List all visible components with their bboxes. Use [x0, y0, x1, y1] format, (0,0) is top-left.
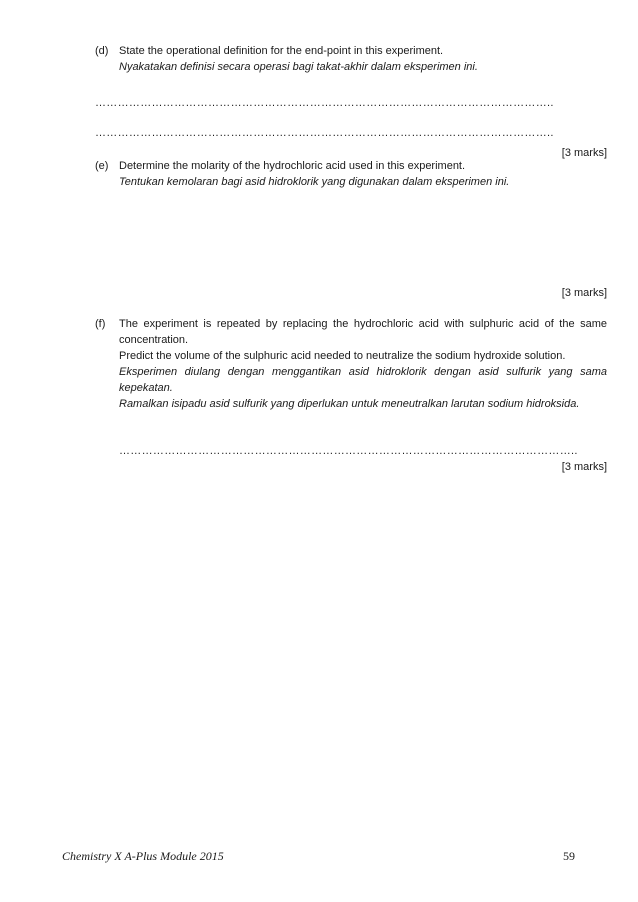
question-d-label: (d): [95, 45, 109, 57]
footer-module-title: Chemistry X A-Plus Module 2015: [62, 849, 224, 863]
question-d: [95, 44, 607, 76]
question-f: [95, 317, 607, 413]
question-f-english-2: Predict the volume of the sulphuric acid needed to neutralize the sodium hydroxide solution.: [119, 349, 566, 362]
question-f-malay-2: Ramalkan isipadu asid sulfurik yang diperlukan untuk meneutralkan larutan sodium hidroksida.: [119, 397, 580, 410]
question-f-label: (f): [95, 318, 106, 330]
question-e-malay: Tentukan kemolaran bagi asid hidroklorik yang digunakan dalam eksperimen ini.: [119, 175, 510, 188]
page-number: 59: [563, 849, 575, 863]
question-e-label: (e): [95, 160, 109, 172]
marks-label-e: [3 marks]: [561, 287, 607, 299]
question-f-english-1: The experiment is repeated by replacing the hydrochloric acid with sulphuric acid of the same concentration.: [119, 318, 607, 346]
marks-label-f: [3 marks]: [561, 461, 607, 473]
answer-line[interactable]: …………………………………………………………………………………………………………..: [95, 97, 554, 109]
question-f-malay-1: Eksperimen diulang dengan menggantikan asid hidroklorik dengan asid sulfurik yang sama kepekatan.: [119, 365, 607, 394]
answer-line[interactable]: …………………………………………………………………………………………………………..: [119, 445, 578, 457]
answer-line[interactable]: …………………………………………………………………………………………………………..: [95, 127, 554, 139]
question-e-english: Determine the molarity of the hydrochloric acid used in this experiment.: [119, 160, 466, 172]
marks-label-d: [3 marks]: [561, 147, 607, 159]
question-d-english: State the operational definition for the end-point in this experiment.: [119, 45, 444, 57]
question-e: [95, 159, 607, 191]
question-d-malay: Nyakatakan definisi secara operasi bagi takat-akhir dalam eksperimen ini.: [119, 60, 478, 73]
